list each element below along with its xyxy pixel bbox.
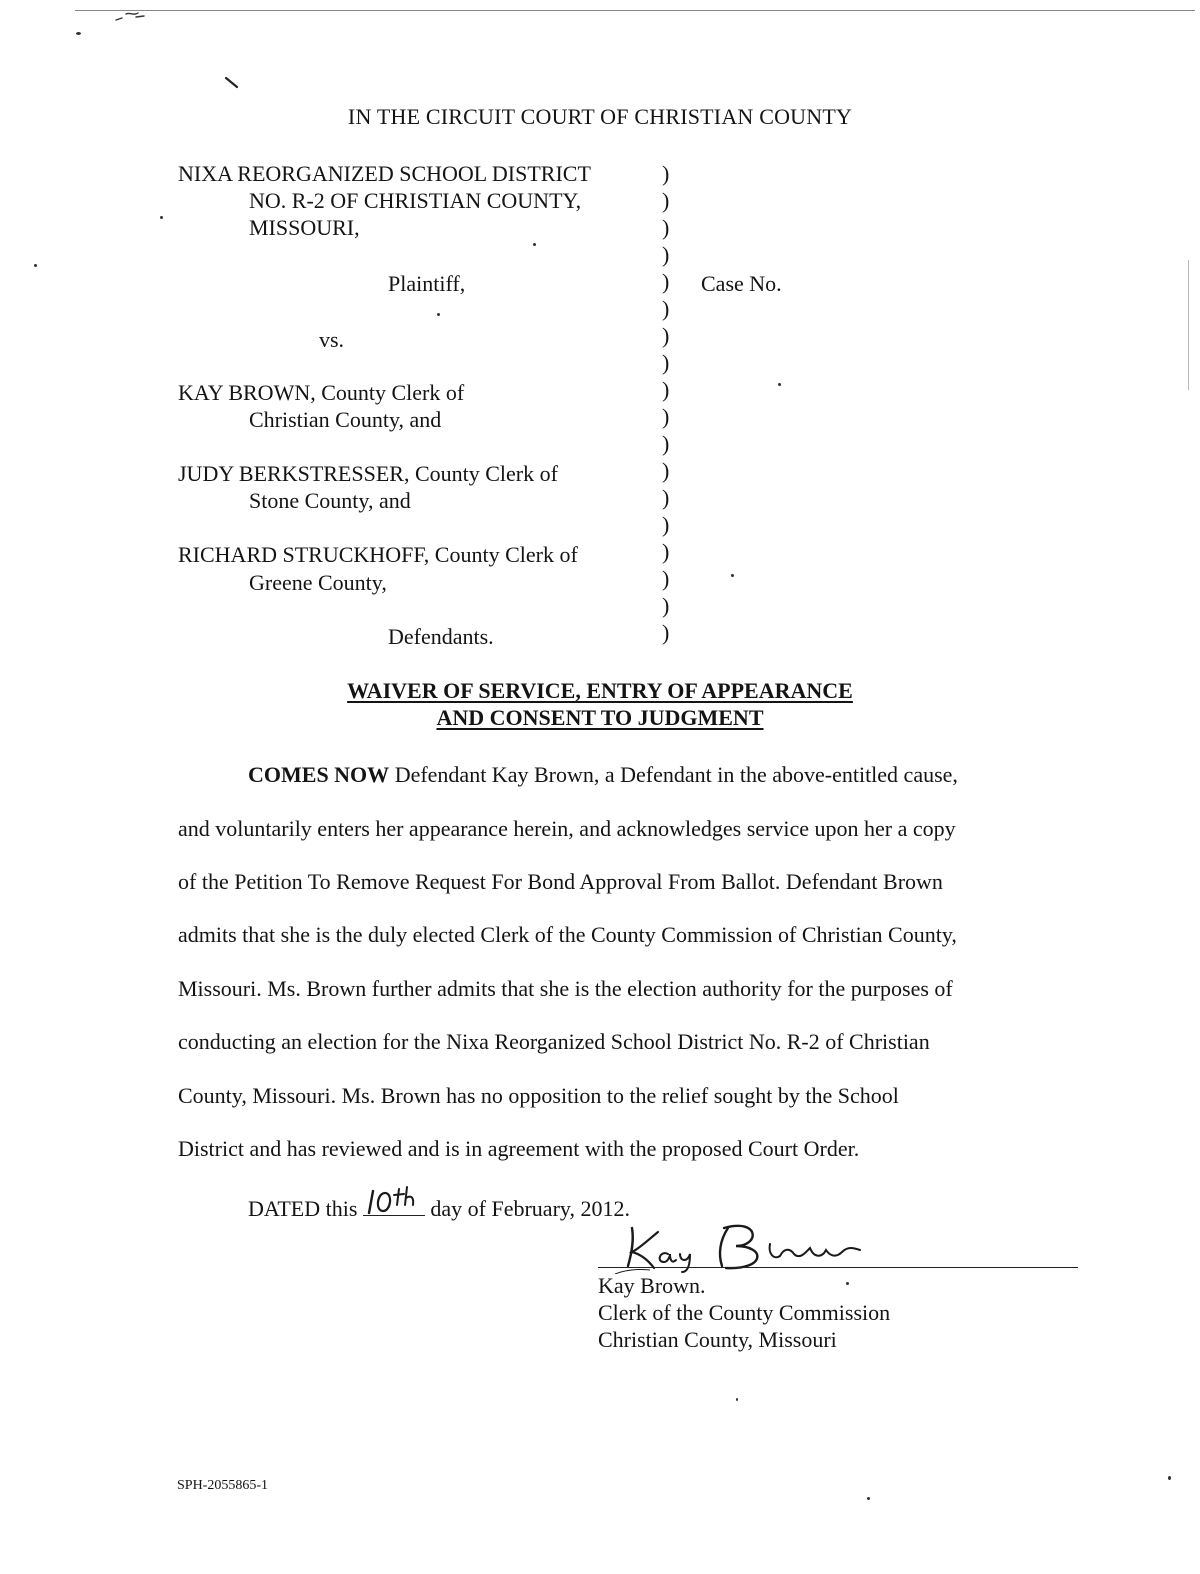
document-title-line-1: WAIVER OF SERVICE, ENTRY OF APPEARANCE bbox=[347, 678, 853, 703]
scan-speck bbox=[1168, 1476, 1171, 1480]
handwritten-signature bbox=[610, 1218, 880, 1274]
dated-prefix: DATED this bbox=[248, 1196, 363, 1221]
body-line-1 bbox=[248, 762, 958, 788]
document-title-line-2: AND CONSENT TO JUDGMENT bbox=[436, 705, 764, 730]
plaintiff-name-line-2: NO. R-2 OF CHRISTIAN COUNTY, bbox=[249, 188, 582, 213]
body-line-5: Missouri. Ms. Brown further admits that she is the election authority for the purposes of bbox=[178, 976, 953, 1001]
caption-paren: ) bbox=[662, 215, 670, 240]
caption-paren: ) bbox=[662, 620, 670, 645]
body-line-8: District and has reviewed and is in agreement with the proposed Court Order. bbox=[178, 1136, 860, 1161]
body-line-7: County, Missouri. Ms. Brown has no opposition to the relief sought by the School bbox=[178, 1083, 899, 1108]
signature-line bbox=[598, 1267, 1078, 1268]
scan-top-edge bbox=[75, 10, 1195, 11]
caption-paren: ) bbox=[662, 296, 670, 321]
scan-speck bbox=[778, 383, 781, 386]
defendant-3-line-2: Greene County, bbox=[249, 570, 387, 595]
defendant-2-line-1: JUDY BERKSTRESSER, County Clerk of bbox=[178, 461, 558, 486]
case-number-label: Case No. bbox=[701, 271, 782, 296]
signer-title: Clerk of the County Commission bbox=[598, 1300, 891, 1325]
caption-paren: ) bbox=[662, 350, 670, 375]
scan-speck bbox=[437, 313, 440, 316]
versus-label: vs. bbox=[319, 327, 345, 352]
body-line-1-text: Defendant Kay Brown, a Defendant in the above-entitled cause, bbox=[389, 762, 958, 787]
body-line-2: and voluntarily enters her appearance herein, and acknowledges service upon her a copy bbox=[178, 816, 956, 841]
scan-speck bbox=[731, 574, 734, 577]
scan-speck bbox=[736, 1398, 738, 1401]
caption-paren: ) bbox=[662, 539, 670, 564]
comes-now-lead: COMES NOW bbox=[248, 762, 390, 787]
caption-paren: ) bbox=[662, 161, 670, 186]
caption-parentheses bbox=[662, 160, 678, 646]
caption-paren: ) bbox=[662, 323, 670, 348]
plaintiff-name-line-1: NIXA REORGANIZED SCHOOL DISTRICT bbox=[178, 161, 591, 186]
defendant-1-line-1: KAY BROWN, County Clerk of bbox=[178, 380, 465, 405]
defendant-3-line-1: RICHARD STRUCKHOFF, County Clerk of bbox=[178, 542, 578, 567]
caption-paren: ) bbox=[662, 404, 670, 429]
scan-speck bbox=[846, 1282, 849, 1285]
body-line-6: conducting an election for the Nixa Reorganized School District No. R-2 of Christian bbox=[178, 1029, 930, 1054]
body-line-4: admits that she is the duly elected Clerk of the County Commission of Christian County, bbox=[178, 922, 957, 947]
plaintiff-role: Plaintiff, bbox=[388, 271, 466, 296]
plaintiff-name-line-3: MISSOURI, bbox=[249, 215, 360, 240]
caption-paren: ) bbox=[662, 242, 670, 267]
caption-paren: ) bbox=[662, 431, 670, 456]
scan-speck bbox=[160, 216, 163, 219]
document-code: SPH-2055865-1 bbox=[177, 1478, 269, 1493]
handwritten-day-10th bbox=[365, 1185, 427, 1219]
dated-suffix: day of February, 2012. bbox=[424, 1196, 630, 1221]
caption-paren: ) bbox=[662, 512, 670, 537]
defendant-role: Defendants. bbox=[388, 624, 494, 649]
body-line-3: of the Petition To Remove Request For Bond Approval From Ballot. Defendant Brown bbox=[178, 869, 943, 894]
defendant-2-line-2: Stone County, and bbox=[249, 488, 411, 513]
scan-speck bbox=[34, 264, 37, 267]
signer-name: Kay Brown. bbox=[598, 1273, 706, 1298]
scan-speck bbox=[867, 1497, 870, 1500]
defendant-1-line-2: Christian County, and bbox=[249, 407, 442, 432]
scan-speck bbox=[533, 243, 536, 246]
caption-paren: ) bbox=[662, 269, 670, 294]
dated-line bbox=[248, 1193, 630, 1223]
caption-paren: ) bbox=[662, 593, 670, 618]
caption-paren: ) bbox=[662, 188, 670, 213]
caption-paren: ) bbox=[662, 566, 670, 591]
handwritten-day bbox=[363, 1193, 425, 1216]
caption-paren: ) bbox=[662, 458, 670, 483]
caption-paren: ) bbox=[662, 377, 670, 402]
scan-right-edge bbox=[1188, 260, 1189, 390]
scan-mark bbox=[224, 76, 240, 90]
signer-county: Christian County, Missouri bbox=[598, 1327, 837, 1352]
court-heading: IN THE CIRCUIT COURT OF CHRISTIAN COUNTY bbox=[347, 104, 853, 129]
scan-mark bbox=[114, 8, 148, 22]
scan-speck bbox=[76, 32, 81, 35]
caption-paren: ) bbox=[662, 485, 670, 510]
